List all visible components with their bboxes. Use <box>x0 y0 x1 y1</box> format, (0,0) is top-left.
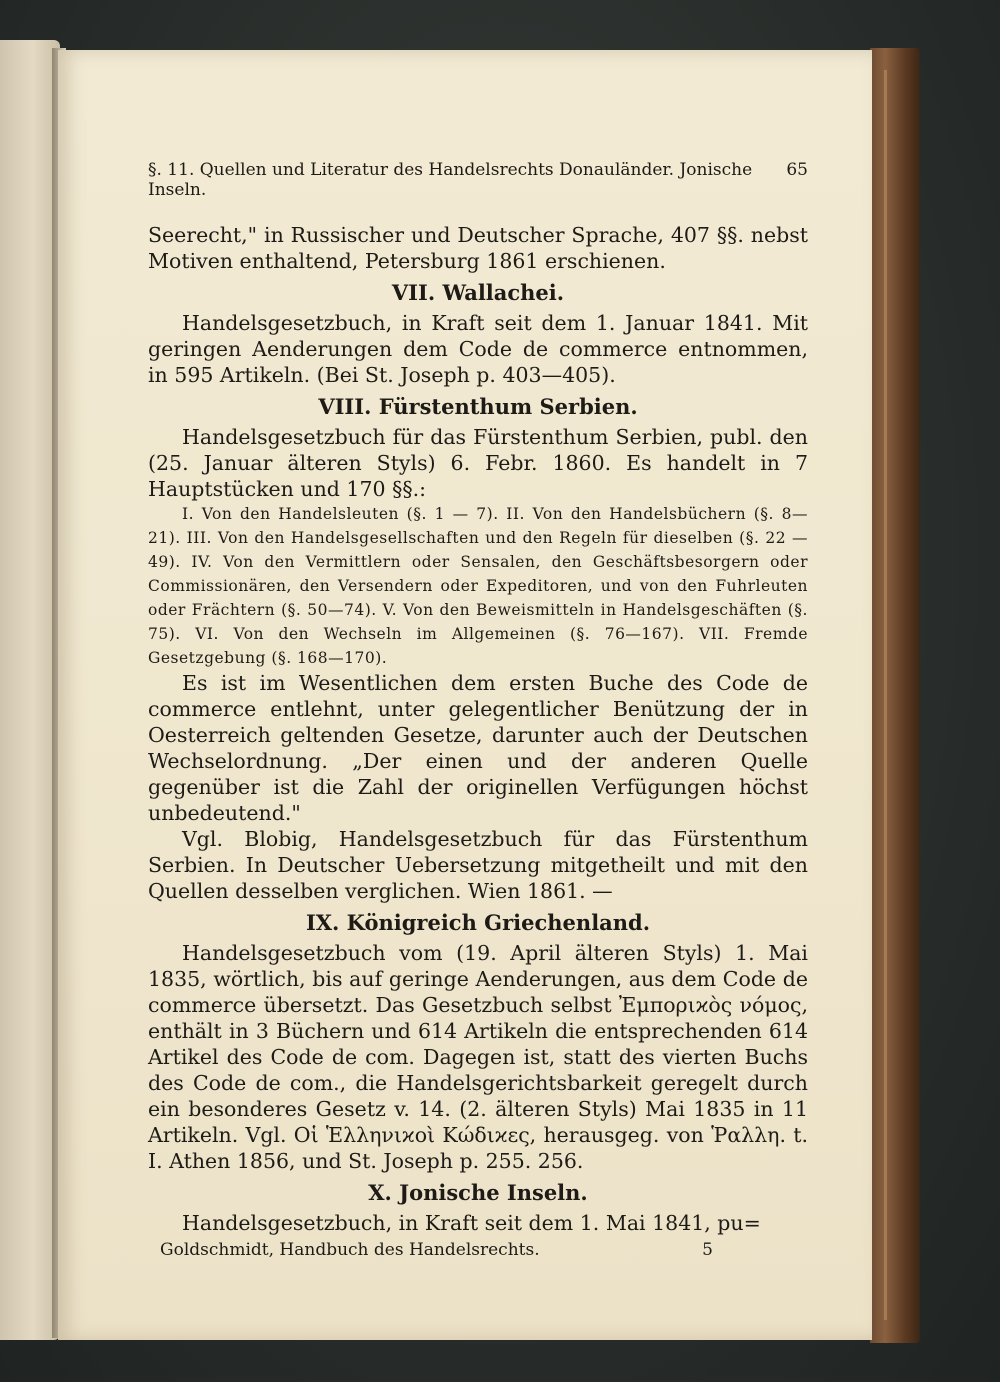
section-title-viii: VIII. Fürstenthum Serbien. <box>318 394 638 419</box>
cover-spine-line <box>884 70 887 1320</box>
section-viii-text: Handelsgesetzbuch für das Fürstenthum Serbien, publ. den (25. Januar älteren Styls) 6. Febr. 1860. Es handelt in 7 Hauptstücken und 170 §§.: <box>148 425 808 501</box>
intro-paragraph: Seerecht," in Russischer und Deutscher Sprache, 407 §§. nebst Motiven enthaltend, Petersburg 1861 erschienen. <box>148 223 808 273</box>
section-title-ix: IX. Königreich Griechenland. <box>305 910 651 935</box>
section-viii-text-2: Es ist im Wesentlichen dem ersten Buche des Code de commerce entlehnt, unter gelegentlicher Benützung der in Oesterreich geltenden Gesetze, darunter auch der Deutschen Wechselordnung. „Der einen und der anderen Quelle gegenüber ist die Zahl der originellen Verfügungen höchst unbedeutend." <box>148 671 808 825</box>
facing-page-edge <box>0 40 60 1340</box>
page-footer <box>148 1240 808 1260</box>
running-header <box>148 160 808 200</box>
section-title-vii: VII. Wallachei. <box>391 280 565 305</box>
book-cover-edge <box>870 48 920 1343</box>
section-title-x: X. Jonische Inseln. <box>368 1180 588 1205</box>
footer-author: Goldschmidt, Handbuch des Handelsrechts. <box>160 1240 540 1260</box>
section-vii-text: Handelsgesetzbuch, in Kraft seit dem 1. Januar 1841. Mit geringen Aenderungen dem Code de commerce entnommen, in 595 Artikeln. (Bei St. Joseph p. 403—405). <box>148 311 808 387</box>
section-x-text: Handelsgesetzbuch, in Kraft seit dem 1. Mai 1841, pu= <box>182 1211 761 1235</box>
section-viii-list: I. Von den Handelsleuten (§. 1 — 7). II. Von den Handelsbüchern (§. 8—21). III. Von den Handelsgesellschaften und den Regeln für dieselben (§. 22 — 49). IV. Von den Vermittlern oder Sensalen, den Geschäftsbesorgern oder Commissionären, den Versendern oder Expeditoren, und von den Fuhrleuten oder Frächtern (§. 50—74). V. Von den Beweismitteln in Handelsgeschäften (§. 75). VI. Von den Wechseln im Allgemeinen (§. 76—167). VII. Fremde Gesetzgebung (§. 168—170). <box>148 505 808 667</box>
header-title: §. 11. Quellen und Literatur des Handelsrechts Donauländer. Jonische Inseln. <box>148 160 753 200</box>
sheet-signature: 5 <box>702 1240 713 1260</box>
section-viii-text-3: Vgl. Blobig, Handelsgesetzbuch für das Fürstenthum Serbien. In Deutscher Uebersetzung mitgetheilt und mit den Quellen desselben verglichen. Wien 1861. — <box>148 827 808 903</box>
page-content <box>148 160 808 1260</box>
book-page <box>58 50 872 1340</box>
page-number: 65 <box>786 160 808 180</box>
section-ix-text: Handelsgesetzbuch vom (19. April älteren Styls) 1. Mai 1835, wörtlich, bis auf geringe Aenderungen, aus dem Code de commerce übersetzt. Das Gesetzbuch selbst Ἐμποριϰὸς νόμος, enthält in 3 Büchern und 614 Artikeln die entsprechenden 614 Artikel des Code de com. Dagegen ist, statt des vierten Buchs des Code de com., die Handelsgerichtsbarkeit geregelt durch ein besonderes Gesetz v. 14. (2. älteren Styls) Mai 1835 in 11 Artikeln. Vgl. Οἱ Ἑλληνιϰοὶ Κώδιϰες, herausgeg. von Ῥαλλη. t. I. Athen 1856, und St. Joseph p. 255. 256. <box>148 941 808 1173</box>
